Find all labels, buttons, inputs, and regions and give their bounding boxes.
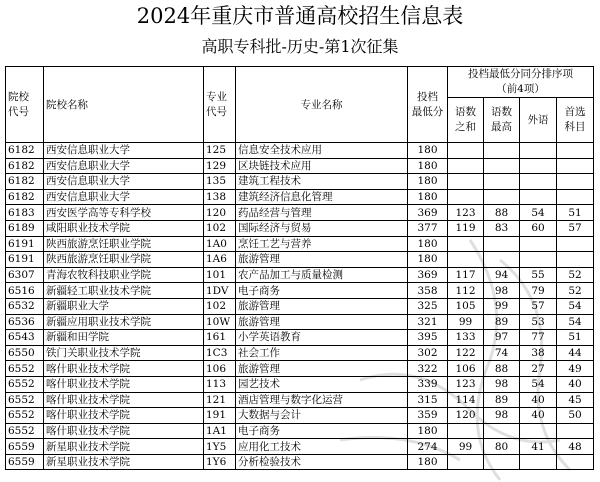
cell-max-chinese-math bbox=[484, 174, 520, 190]
cell-foreign-language bbox=[520, 454, 557, 470]
header-min-score: 投档 最低分 bbox=[408, 67, 448, 143]
cell-foreign-language bbox=[520, 252, 557, 268]
cell-sum-chinese-math: 117 bbox=[448, 267, 484, 283]
cell-major-code: 101 bbox=[204, 267, 236, 283]
cell-sum-chinese-math: 122 bbox=[448, 345, 484, 361]
cell-max-chinese-math: 89 bbox=[484, 314, 520, 330]
cell-sum-chinese-math: 112 bbox=[448, 283, 484, 299]
table-row bbox=[6, 174, 594, 190]
cell-preferred-subject: 52 bbox=[557, 267, 594, 283]
cell-major-name: 电子商务 bbox=[236, 423, 408, 439]
cell-major-name: 建筑工程技术 bbox=[236, 174, 408, 190]
cell-school-code: 6552 bbox=[6, 408, 44, 424]
cell-school-name: 喀什职业技术学院 bbox=[44, 361, 204, 377]
cell-min-score: 315 bbox=[408, 392, 448, 408]
cell-foreign-language: 77 bbox=[520, 330, 557, 346]
cell-sum-chinese-math: 114 bbox=[448, 392, 484, 408]
cell-preferred-subject: 50 bbox=[557, 408, 594, 424]
cell-major-code: 102 bbox=[204, 220, 236, 236]
cell-min-score: 358 bbox=[408, 283, 448, 299]
cell-foreign-language: 53 bbox=[520, 314, 557, 330]
cell-preferred-subject: 45 bbox=[557, 392, 594, 408]
cell-major-code: 102 bbox=[204, 298, 236, 314]
cell-school-code: 6552 bbox=[6, 361, 44, 377]
cell-sum-chinese-math bbox=[448, 423, 484, 439]
cell-foreign-language bbox=[520, 158, 557, 174]
cell-school-code: 6532 bbox=[6, 298, 44, 314]
cell-max-chinese-math: 99 bbox=[484, 298, 520, 314]
cell-major-code: 120 bbox=[204, 205, 236, 221]
cell-sum-chinese-math: 120 bbox=[448, 408, 484, 424]
cell-major-code: 135 bbox=[204, 174, 236, 190]
cell-foreign-language: 54 bbox=[520, 205, 557, 221]
cell-min-score: 180 bbox=[408, 236, 448, 252]
cell-major-name: 应用化工技术 bbox=[236, 439, 408, 455]
cell-foreign-language bbox=[520, 174, 557, 190]
cell-school-name: 咸阳职业技术学院 bbox=[44, 220, 204, 236]
cell-preferred-subject bbox=[557, 158, 594, 174]
cell-min-score: 369 bbox=[408, 205, 448, 221]
header-foreign-language: 外语 bbox=[520, 98, 557, 143]
cell-school-name: 西安医学高等专科学校 bbox=[44, 205, 204, 221]
cell-min-score: 180 bbox=[408, 423, 448, 439]
cell-min-score: 321 bbox=[408, 314, 448, 330]
cell-major-code: 1A6 bbox=[204, 252, 236, 268]
header-max-chinese-math: 语数 最高 bbox=[484, 98, 520, 143]
cell-major-name: 区块链技术应用 bbox=[236, 158, 408, 174]
cell-foreign-language: 41 bbox=[520, 439, 557, 455]
cell-preferred-subject: 40 bbox=[557, 376, 594, 392]
table-row bbox=[6, 345, 594, 361]
cell-major-name: 农产品加工与质量检测 bbox=[236, 267, 408, 283]
cell-foreign-language: 54 bbox=[520, 376, 557, 392]
cell-preferred-subject bbox=[557, 252, 594, 268]
cell-min-score: 180 bbox=[408, 174, 448, 190]
cell-max-chinese-math bbox=[484, 158, 520, 174]
cell-major-code: 106 bbox=[204, 361, 236, 377]
cell-preferred-subject: 52 bbox=[557, 283, 594, 299]
cell-preferred-subject: 57 bbox=[557, 220, 594, 236]
cell-major-name: 旅游管理 bbox=[236, 298, 408, 314]
cell-sum-chinese-math: 123 bbox=[448, 376, 484, 392]
cell-preferred-subject: 54 bbox=[557, 298, 594, 314]
cell-min-score: 325 bbox=[408, 298, 448, 314]
cell-school-name: 陕西旅游烹饪职业学院 bbox=[44, 252, 204, 268]
cell-school-name: 新疆职业大学 bbox=[44, 298, 204, 314]
cell-school-name: 青海农牧科技职业学院 bbox=[44, 267, 204, 283]
header-major-name: 专业名称 bbox=[236, 67, 408, 143]
cell-school-name: 喀什职业技术学院 bbox=[44, 423, 204, 439]
cell-max-chinese-math bbox=[484, 143, 520, 159]
cell-max-chinese-math: 88 bbox=[484, 205, 520, 221]
cell-major-code: 138 bbox=[204, 189, 236, 205]
cell-school-code: 6182 bbox=[6, 174, 44, 190]
cell-sum-chinese-math bbox=[448, 158, 484, 174]
cell-sum-chinese-math: 99 bbox=[448, 314, 484, 330]
cell-major-name: 信息安全技术应用 bbox=[236, 143, 408, 159]
cell-foreign-language bbox=[520, 236, 557, 252]
cell-max-chinese-math bbox=[484, 189, 520, 205]
cell-school-code: 6191 bbox=[6, 252, 44, 268]
table-row bbox=[6, 439, 594, 455]
cell-preferred-subject: 48 bbox=[557, 439, 594, 455]
cell-preferred-subject bbox=[557, 174, 594, 190]
table-row bbox=[6, 220, 594, 236]
cell-foreign-language bbox=[520, 423, 557, 439]
admission-table bbox=[5, 66, 594, 470]
table-row bbox=[6, 392, 594, 408]
cell-min-score: 302 bbox=[408, 345, 448, 361]
cell-school-name: 陕西旅游烹饪职业学院 bbox=[44, 236, 204, 252]
cell-foreign-language: 57 bbox=[520, 298, 557, 314]
header-tiebreak-group: 投档最低分同分排序项 （前4项） bbox=[448, 67, 594, 98]
cell-school-code: 6550 bbox=[6, 345, 44, 361]
cell-school-code: 6183 bbox=[6, 205, 44, 221]
cell-major-code: 1Y6 bbox=[204, 454, 236, 470]
table-row bbox=[6, 158, 594, 174]
cell-sum-chinese-math: 133 bbox=[448, 330, 484, 346]
cell-max-chinese-math: 83 bbox=[484, 220, 520, 236]
cell-major-name: 园艺技术 bbox=[236, 376, 408, 392]
header-preferred-subject: 首选 科目 bbox=[557, 98, 594, 143]
cell-major-code: 1DV bbox=[204, 283, 236, 299]
cell-school-code: 6543 bbox=[6, 330, 44, 346]
table-row bbox=[6, 283, 594, 299]
table-row bbox=[6, 330, 594, 346]
cell-school-code: 6552 bbox=[6, 392, 44, 408]
cell-sum-chinese-math: 106 bbox=[448, 361, 484, 377]
cell-sum-chinese-math bbox=[448, 174, 484, 190]
cell-major-code: 191 bbox=[204, 408, 236, 424]
cell-sum-chinese-math bbox=[448, 189, 484, 205]
cell-major-code: 10W bbox=[204, 314, 236, 330]
cell-sum-chinese-math bbox=[448, 143, 484, 159]
cell-max-chinese-math bbox=[484, 423, 520, 439]
cell-sum-chinese-math: 99 bbox=[448, 439, 484, 455]
cell-school-name: 新疆和田学院 bbox=[44, 330, 204, 346]
cell-sum-chinese-math bbox=[448, 236, 484, 252]
cell-major-code: 1Y5 bbox=[204, 439, 236, 455]
cell-major-name: 国际经济与贸易 bbox=[236, 220, 408, 236]
cell-school-code: 6516 bbox=[6, 283, 44, 299]
cell-max-chinese-math: 88 bbox=[484, 361, 520, 377]
cell-min-score: 180 bbox=[408, 143, 448, 159]
cell-foreign-language bbox=[520, 189, 557, 205]
cell-foreign-language: 27 bbox=[520, 361, 557, 377]
cell-school-code: 6552 bbox=[6, 376, 44, 392]
table-row bbox=[6, 252, 594, 268]
cell-max-chinese-math: 98 bbox=[484, 376, 520, 392]
cell-major-code: 125 bbox=[204, 143, 236, 159]
cell-min-score: 369 bbox=[408, 267, 448, 283]
cell-max-chinese-math bbox=[484, 454, 520, 470]
cell-major-code: 1C3 bbox=[204, 345, 236, 361]
header-sum-chinese-math: 语数 之和 bbox=[448, 98, 484, 143]
cell-school-name: 西安信息职业大学 bbox=[44, 174, 204, 190]
cell-preferred-subject: 51 bbox=[557, 330, 594, 346]
cell-major-name: 大数据与会计 bbox=[236, 408, 408, 424]
cell-preferred-subject: 44 bbox=[557, 345, 594, 361]
cell-min-score: 180 bbox=[408, 189, 448, 205]
cell-major-code: 113 bbox=[204, 376, 236, 392]
cell-min-score: 180 bbox=[408, 454, 448, 470]
table-row bbox=[6, 314, 594, 330]
cell-max-chinese-math: 97 bbox=[484, 330, 520, 346]
cell-preferred-subject: 51 bbox=[557, 205, 594, 221]
cell-sum-chinese-math: 123 bbox=[448, 205, 484, 221]
cell-min-score: 322 bbox=[408, 361, 448, 377]
table-row bbox=[6, 408, 594, 424]
cell-foreign-language: 79 bbox=[520, 283, 557, 299]
cell-school-code: 6307 bbox=[6, 267, 44, 283]
cell-major-code: 129 bbox=[204, 158, 236, 174]
cell-major-code: 121 bbox=[204, 392, 236, 408]
cell-major-code: 1A1 bbox=[204, 423, 236, 439]
cell-max-chinese-math: 80 bbox=[484, 439, 520, 455]
cell-school-name: 新疆轻工职业技术学院 bbox=[44, 283, 204, 299]
cell-major-name: 药品经营与管理 bbox=[236, 205, 408, 221]
cell-school-code: 6191 bbox=[6, 236, 44, 252]
cell-foreign-language: 60 bbox=[520, 220, 557, 236]
table-row bbox=[6, 423, 594, 439]
cell-school-name: 西安信息职业大学 bbox=[44, 143, 204, 159]
cell-school-code: 6552 bbox=[6, 423, 44, 439]
cell-min-score: 274 bbox=[408, 439, 448, 455]
cell-major-name: 分析检验技术 bbox=[236, 454, 408, 470]
cell-major-code: 161 bbox=[204, 330, 236, 346]
table-row bbox=[6, 236, 594, 252]
table-row bbox=[6, 143, 594, 159]
cell-foreign-language: 55 bbox=[520, 267, 557, 283]
cell-foreign-language: 40 bbox=[520, 408, 557, 424]
cell-school-code: 6182 bbox=[6, 189, 44, 205]
cell-max-chinese-math: 98 bbox=[484, 283, 520, 299]
cell-foreign-language: 40 bbox=[520, 392, 557, 408]
cell-major-name: 旅游管理 bbox=[236, 314, 408, 330]
cell-preferred-subject bbox=[557, 454, 594, 470]
header-school-code: 院校 代号 bbox=[6, 67, 44, 143]
cell-major-name: 烹饪工艺与营养 bbox=[236, 236, 408, 252]
cell-school-code: 6559 bbox=[6, 439, 44, 455]
document-subtitle: 高职专科批-历史-第1次征集 bbox=[201, 37, 399, 56]
cell-school-code: 6536 bbox=[6, 314, 44, 330]
cell-sum-chinese-math: 119 bbox=[448, 220, 484, 236]
cell-major-name: 酒店管理与数字化运营 bbox=[236, 392, 408, 408]
table-row bbox=[6, 267, 594, 283]
cell-school-name: 铁门关职业技术学院 bbox=[44, 345, 204, 361]
cell-school-name: 新疆应用职业技术学院 bbox=[44, 314, 204, 330]
table-row bbox=[6, 189, 594, 205]
table-row bbox=[6, 454, 594, 470]
cell-school-name: 新星职业技术学院 bbox=[44, 454, 204, 470]
cell-school-name: 西安信息职业大学 bbox=[44, 158, 204, 174]
cell-major-code: 1A0 bbox=[204, 236, 236, 252]
cell-min-score: 395 bbox=[408, 330, 448, 346]
table-row bbox=[6, 298, 594, 314]
cell-foreign-language: 38 bbox=[520, 345, 557, 361]
header-major-code: 专业 代号 bbox=[204, 67, 236, 143]
cell-min-score: 339 bbox=[408, 376, 448, 392]
cell-major-name: 小学英语教育 bbox=[236, 330, 408, 346]
table-row bbox=[6, 361, 594, 377]
cell-school-code: 6559 bbox=[6, 454, 44, 470]
table-body bbox=[6, 143, 594, 470]
cell-school-name: 喀什职业技术学院 bbox=[44, 408, 204, 424]
cell-sum-chinese-math bbox=[448, 454, 484, 470]
cell-preferred-subject bbox=[557, 189, 594, 205]
cell-school-code: 6189 bbox=[6, 220, 44, 236]
cell-min-score: 359 bbox=[408, 408, 448, 424]
cell-school-name: 喀什职业技术学院 bbox=[44, 392, 204, 408]
cell-preferred-subject bbox=[557, 236, 594, 252]
document-title: 2024年重庆市普通高校招生信息表 bbox=[136, 4, 464, 28]
cell-min-score: 180 bbox=[408, 158, 448, 174]
cell-min-score: 377 bbox=[408, 220, 448, 236]
cell-max-chinese-math: 98 bbox=[484, 408, 520, 424]
cell-min-score: 180 bbox=[408, 252, 448, 268]
cell-preferred-subject: 49 bbox=[557, 361, 594, 377]
cell-preferred-subject: 54 bbox=[557, 314, 594, 330]
cell-school-name: 西安信息职业大学 bbox=[44, 189, 204, 205]
cell-preferred-subject bbox=[557, 423, 594, 439]
cell-max-chinese-math: 74 bbox=[484, 345, 520, 361]
cell-school-name: 喀什职业技术学院 bbox=[44, 376, 204, 392]
cell-preferred-subject bbox=[557, 143, 594, 159]
cell-max-chinese-math: 89 bbox=[484, 392, 520, 408]
cell-major-name: 社会工作 bbox=[236, 345, 408, 361]
cell-school-name: 新星职业技术学院 bbox=[44, 439, 204, 455]
cell-max-chinese-math bbox=[484, 236, 520, 252]
cell-foreign-language bbox=[520, 143, 557, 159]
cell-major-name: 旅游管理 bbox=[236, 361, 408, 377]
cell-major-name: 建筑经济信息化管理 bbox=[236, 189, 408, 205]
cell-max-chinese-math: 94 bbox=[484, 267, 520, 283]
cell-max-chinese-math bbox=[484, 252, 520, 268]
header-school-name: 院校名称 bbox=[44, 67, 204, 143]
cell-sum-chinese-math bbox=[448, 252, 484, 268]
cell-school-code: 6182 bbox=[6, 143, 44, 159]
cell-major-name: 电子商务 bbox=[236, 283, 408, 299]
cell-school-code: 6182 bbox=[6, 158, 44, 174]
table-row bbox=[6, 205, 594, 221]
cell-major-name: 旅游管理 bbox=[236, 252, 408, 268]
table-row bbox=[6, 376, 594, 392]
cell-sum-chinese-math: 105 bbox=[448, 298, 484, 314]
